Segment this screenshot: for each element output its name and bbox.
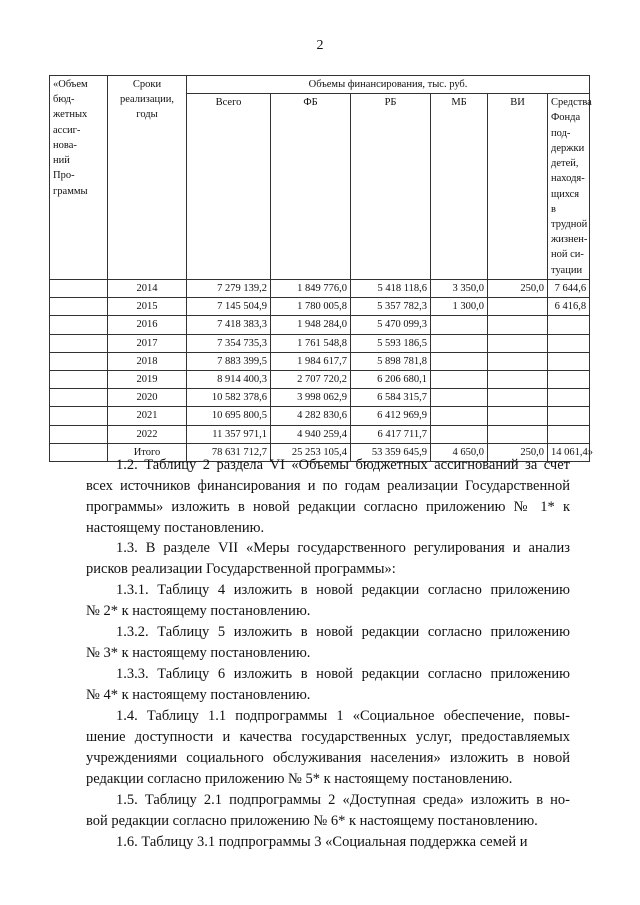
table-row [50, 389, 590, 407]
value-cell-total: 7 354 735,3 [187, 334, 271, 352]
value-cell-rb: 53 359 645,9 [351, 443, 431, 461]
allocation-label-line: бюд- [53, 94, 75, 106]
value-cell-rb: 6 412 969,9 [351, 407, 431, 425]
value-cell-total: 7 418 383,3 [187, 316, 271, 334]
fund-header-line: под- [551, 127, 571, 139]
allocation-label-line: нова- [53, 139, 77, 151]
value-cell-mb [431, 407, 488, 425]
label-continuation-cell [50, 298, 108, 316]
paragraph-line: редакции согласно приложению № 5* к настоящему постановлению. [86, 771, 513, 787]
table-row [50, 370, 590, 388]
value-cell-total: 10 695 800,5 [187, 407, 271, 425]
paragraph-line: 1.2. Таблицу 2 раздела VI «Объемы бюджетных ассигнований за счет [116, 457, 570, 473]
years-header-line: реализации, [120, 94, 174, 106]
table-row [50, 425, 590, 443]
value-cell-fb: 1 948 284,0 [271, 316, 351, 334]
paragraph-line: 1.4. Таблицу 1.1 подпрограммы 1 «Социальное обеспечение, повы- [116, 708, 570, 724]
year-cell: 2022 [108, 425, 187, 443]
col-header-fb: ФБ [271, 94, 351, 280]
year-cell: 2019 [108, 370, 187, 388]
value-cell-rb: 6 417 711,7 [351, 425, 431, 443]
value-cell-fund: 7 644,6 [548, 279, 590, 297]
value-cell-fund [548, 407, 590, 425]
table-row [50, 334, 590, 352]
value-cell-total: 8 914 400,3 [187, 370, 271, 388]
implementation-years-header [108, 76, 187, 280]
value-cell-fund [548, 425, 590, 443]
paragraph [86, 455, 570, 539]
value-cell-fb: 4 940 259,4 [271, 425, 351, 443]
value-cell-mb: 3 350,0 [431, 279, 488, 297]
paragraph [86, 580, 570, 622]
paragraph [86, 832, 570, 853]
allocation-label-line: жетных [53, 109, 88, 121]
label-continuation-cell [50, 407, 108, 425]
col-header-vi: ВИ [488, 94, 548, 280]
value-cell-rb: 6 584 315,7 [351, 389, 431, 407]
value-cell-fund [548, 370, 590, 388]
value-cell-rb: 6 206 680,1 [351, 370, 431, 388]
table-row [50, 407, 590, 425]
fund-header-line: туации [551, 264, 583, 276]
value-cell-fund: 6 416,8 [548, 298, 590, 316]
value-cell-mb [431, 370, 488, 388]
paragraph-line: программы» изложить в новой редакции согласно приложению № 1* к [86, 499, 570, 515]
allocation-label-line: ний [53, 155, 70, 167]
fund-header-line: Средства [551, 97, 592, 109]
paragraph-line: учреждениями социального обслуживания населения» изложить в новой [86, 750, 570, 766]
value-cell-mb [431, 352, 488, 370]
col-header-fund [548, 94, 590, 280]
value-cell-total: 78 631 712,7 [187, 443, 271, 461]
allocation-label-line: «Объем [53, 79, 88, 90]
col-header-mb: МБ [431, 94, 488, 280]
label-continuation-cell [50, 370, 108, 388]
paragraph [86, 622, 570, 664]
label-continuation-cell [50, 389, 108, 407]
value-cell-fund: 14 061,4» [548, 443, 590, 461]
value-cell-vi: 250,0 [488, 443, 548, 461]
value-cell-mb [431, 334, 488, 352]
table-row [50, 279, 590, 297]
label-continuation-cell [50, 352, 108, 370]
year-cell: 2014 [108, 279, 187, 297]
paragraph-line: № 2* к настоящему постановлению. [86, 603, 311, 619]
value-cell-rb: 5 357 782,3 [351, 298, 431, 316]
value-cell-fund [548, 316, 590, 334]
value-cell-fb: 3 998 062,9 [271, 389, 351, 407]
year-cell: Итого [108, 443, 187, 461]
year-cell: 2017 [108, 334, 187, 352]
paragraph [86, 706, 570, 790]
year-cell: 2016 [108, 316, 187, 334]
label-continuation-cell [50, 425, 108, 443]
value-cell-total: 10 582 378,6 [187, 389, 271, 407]
table-row [50, 316, 590, 334]
fund-header-line: жизнен- [551, 234, 588, 246]
value-cell-fb: 1 984 617,7 [271, 352, 351, 370]
table-row [50, 298, 590, 316]
allocation-label-line: ассиг- [53, 124, 81, 136]
value-cell-vi: 250,0 [488, 279, 548, 297]
paragraph-line: № 3* к настоящему постановлению. [86, 645, 311, 661]
paragraph-line: 1.3. В разделе VII «Меры государственного регулирования и анализ [116, 540, 570, 556]
paragraph-line: 1.5. Таблицу 2.1 подпрограммы 2 «Доступная среда» изложить в но- [116, 792, 570, 808]
col-header-rb: РБ [351, 94, 431, 280]
paragraph [86, 790, 570, 832]
value-cell-vi [488, 389, 548, 407]
allocation-label-line: граммы [53, 185, 88, 197]
value-cell-total: 7 145 504,9 [187, 298, 271, 316]
paragraph-line: 1.6. Таблицу 3.1 подпрограммы 3 «Социальная поддержка семей и [116, 834, 528, 850]
paragraph-line: 1.3.1. Таблицу 4 изложить в новой редакции согласно приложению [116, 582, 570, 598]
fund-header-line: Фонда [551, 112, 581, 124]
value-cell-mb [431, 425, 488, 443]
paragraph-line: всех источников финансирования и по годам реализации Государственной [86, 478, 570, 494]
fund-header-line: находя- [551, 173, 585, 185]
paragraph-line: 1.3.3. Таблицу 6 изложить в новой редакции согласно приложению [116, 666, 570, 682]
value-cell-vi [488, 334, 548, 352]
value-cell-fb: 4 282 830,6 [271, 407, 351, 425]
paragraph-line: настоящему постановлению. [86, 520, 265, 536]
year-cell: 2021 [108, 407, 187, 425]
col-header-total: Всего [187, 94, 271, 280]
value-cell-fund [548, 352, 590, 370]
value-cell-rb: 5 898 781,8 [351, 352, 431, 370]
value-cell-vi [488, 425, 548, 443]
value-cell-total: 7 883 399,5 [187, 352, 271, 370]
value-cell-mb [431, 389, 488, 407]
value-cell-vi [488, 352, 548, 370]
fund-header-line: щихся в [551, 188, 580, 215]
label-continuation-cell [50, 279, 108, 297]
years-header-line: годы [136, 109, 158, 121]
value-cell-fund [548, 389, 590, 407]
fund-header-line: детей, [551, 158, 579, 170]
value-cell-vi [488, 298, 548, 316]
year-cell: 2015 [108, 298, 187, 316]
value-cell-fund [548, 334, 590, 352]
allocation-label-line: Про- [53, 170, 75, 182]
paragraph-line: рисков реализации Государственной программы»: [86, 561, 396, 577]
value-cell-total: 11 357 971,1 [187, 425, 271, 443]
value-cell-rb: 5 470 099,3 [351, 316, 431, 334]
value-cell-fb: 2 707 720,2 [271, 370, 351, 388]
value-cell-fb: 1 849 776,0 [271, 279, 351, 297]
value-cell-mb: 4 650,0 [431, 443, 488, 461]
value-cell-fb: 1 780 005,8 [271, 298, 351, 316]
fund-header-line: держки [551, 142, 585, 154]
fund-header-line: ной си- [551, 249, 584, 261]
value-cell-vi [488, 407, 548, 425]
value-cell-vi [488, 370, 548, 388]
value-cell-mb: 1 300,0 [431, 298, 488, 316]
allocation-label-cell [50, 76, 108, 280]
paragraph [86, 664, 570, 706]
value-cell-rb: 5 593 186,5 [351, 334, 431, 352]
table-row [50, 352, 590, 370]
paragraph-line: вой редакции согласно приложению № 6* к настоящему постановлению. [86, 813, 538, 829]
fund-header-line: трудной [551, 218, 588, 230]
label-continuation-cell [50, 316, 108, 334]
page-number: 2 [316, 38, 324, 53]
paragraph-line: № 4* к настоящему постановлению. [86, 687, 311, 703]
value-cell-mb [431, 316, 488, 334]
value-cell-fb: 25 253 105,4 [271, 443, 351, 461]
label-continuation-cell [50, 334, 108, 352]
financing-table [49, 75, 593, 462]
paragraph-line: 1.3.2. Таблицу 5 изложить в новой редакции согласно приложению [116, 624, 570, 640]
value-cell-vi [488, 316, 548, 334]
value-cell-fb: 1 761 548,8 [271, 334, 351, 352]
value-cell-total: 7 279 139,2 [187, 279, 271, 297]
value-cell-rb: 5 418 118,6 [351, 279, 431, 297]
paragraph-line: шение доступности и качества государственных услуг, предоставляемых [86, 729, 570, 745]
year-cell: 2018 [108, 352, 187, 370]
paragraph [86, 538, 570, 580]
years-header-line: Сроки [132, 79, 162, 90]
year-cell: 2020 [108, 389, 187, 407]
financing-volumes-header: Объемы финансирования, тыс. руб. [187, 76, 590, 94]
